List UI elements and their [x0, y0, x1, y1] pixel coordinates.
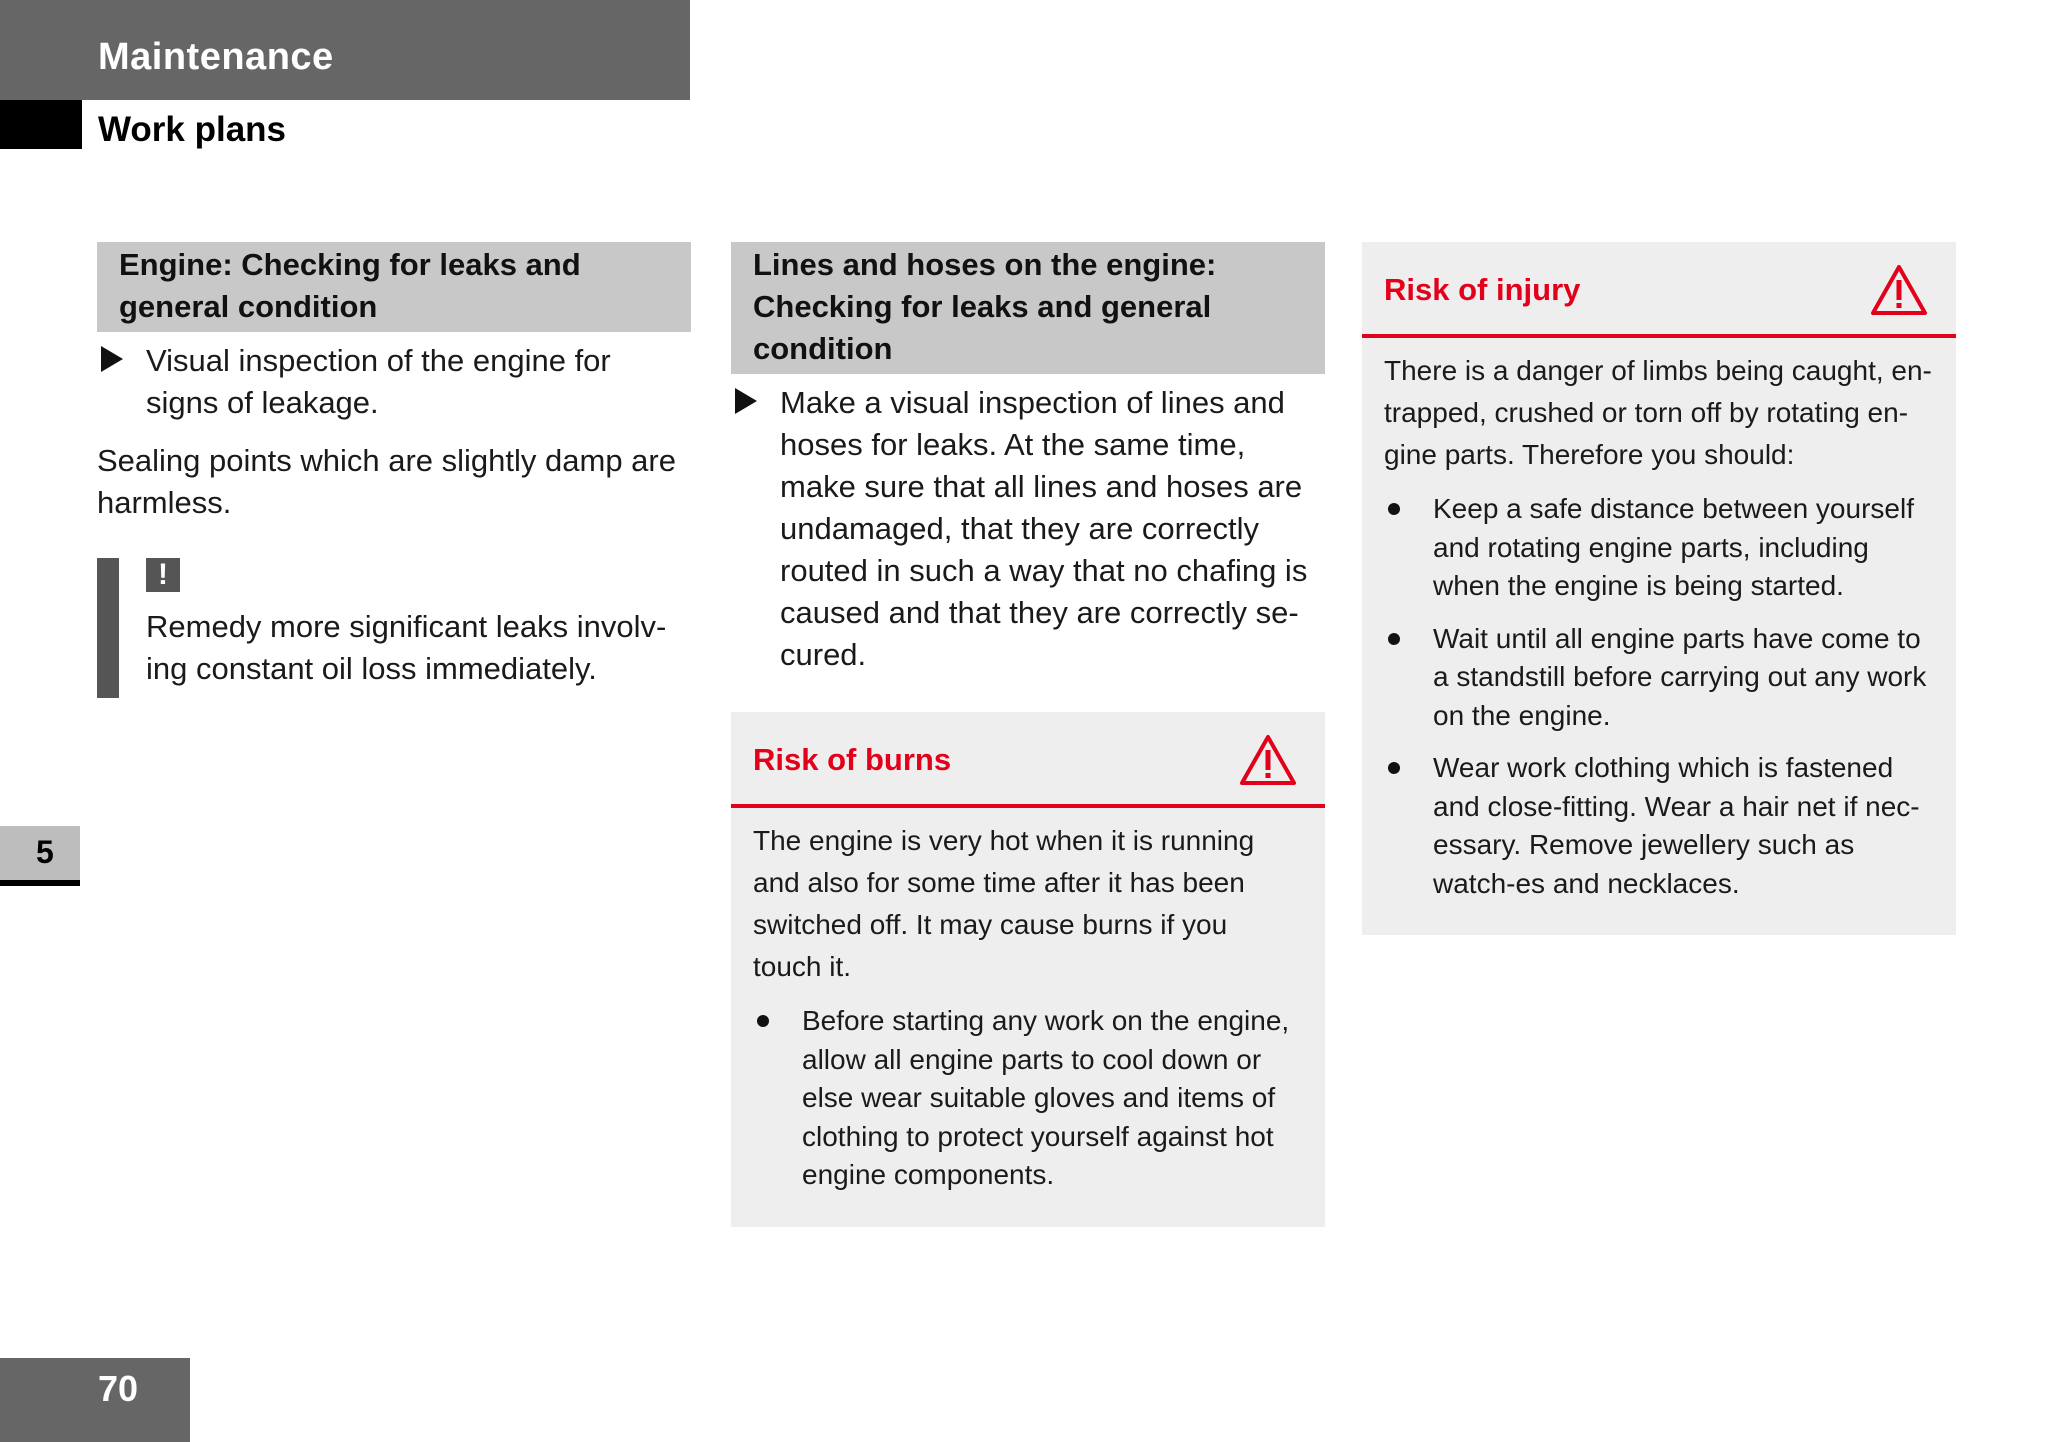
warning-injury-list — [1384, 490, 1934, 903]
note-block — [97, 558, 691, 698]
warning-injury-body — [1362, 338, 1956, 935]
column-risk-injury — [1362, 242, 1956, 935]
warning-burns-list — [753, 1002, 1303, 1195]
engine-leaks-step — [97, 340, 691, 424]
warning-injury-text: There is a danger of limbs being caught, en-trapped, crushed or torn off by rotating en-gine parts. Therefore you should: — [1384, 355, 1932, 470]
warning-triangle-icon — [1239, 734, 1297, 786]
subsection-marker — [0, 100, 82, 149]
page-number-box — [0, 1358, 190, 1442]
engine-leaks-heading: Engine: Checking for leaks and general condition — [97, 242, 691, 332]
chapter-tab — [0, 826, 80, 886]
column-lines-hoses — [731, 242, 1325, 1227]
section-title: Maintenance — [98, 36, 334, 78]
warning-injury-header — [1362, 242, 1956, 338]
warning-burns-text: The engine is very hot when it is running and also for some time after it has been switched off. It may cause burns if you touch it. — [753, 825, 1255, 982]
bullet-icon — [1388, 762, 1400, 774]
list-item: Before starting any work on the engine, allow all engine parts to cool down or else wear suitable gloves and items of clothing to protect yourself against hot engine components. — [753, 1002, 1303, 1195]
chapter-number: 5 — [36, 834, 54, 870]
engine-leaks-step-text: Visual inspection of the engine for signs of leakage. — [146, 343, 611, 420]
warning-burns-title: Risk of burns — [753, 742, 952, 777]
exclamation-icon: ! — [146, 558, 180, 592]
note-bar — [97, 558, 119, 698]
warning-triangle-icon — [1870, 264, 1928, 316]
list-item: Wear work clothing which is fastened and close-fitting. Wear a hair net if nec-essary. Remove jewellery such as watch-es and necklaces. — [1384, 749, 1934, 903]
column-engine-leaks — [97, 242, 691, 698]
page-number: 70 — [98, 1368, 139, 1409]
subsection-title: Work plans — [98, 110, 287, 149]
lines-hoses-step — [731, 382, 1325, 676]
warning-burns-header — [731, 712, 1325, 808]
list-item: Wait until all engine parts have come to a standstill before carrying out any work on the engine. — [1384, 620, 1934, 736]
warning-injury — [1362, 242, 1956, 935]
list-item: Keep a safe distance between yourself and rotating engine parts, including when the engine is being started. — [1384, 490, 1934, 606]
arrow-right-icon — [101, 346, 123, 372]
bullet-icon — [757, 1015, 769, 1027]
lines-hoses-step-text: Make a visual inspection of lines and hoses for leaks. At the same time, make sure that all lines and hoses are undamaged, that they are correctly routed in such a way that no chafing is caused and that they are correctly se-cured. — [780, 385, 1308, 672]
warning-burns-body — [731, 808, 1325, 1227]
arrow-right-icon — [735, 388, 757, 414]
bullet-icon — [1388, 633, 1400, 645]
warning-burns — [731, 712, 1325, 1227]
warning-injury-title: Risk of injury — [1384, 272, 1581, 307]
lines-hoses-heading: Lines and hoses on the engine: Checking for leaks and general condition — [731, 242, 1325, 374]
bullet-icon — [1388, 503, 1400, 515]
engine-leaks-paragraph: Sealing points which are slightly damp are harmless. — [97, 443, 676, 520]
note-text: Remedy more significant leaks involv-ing constant oil loss immediately. — [146, 609, 667, 686]
